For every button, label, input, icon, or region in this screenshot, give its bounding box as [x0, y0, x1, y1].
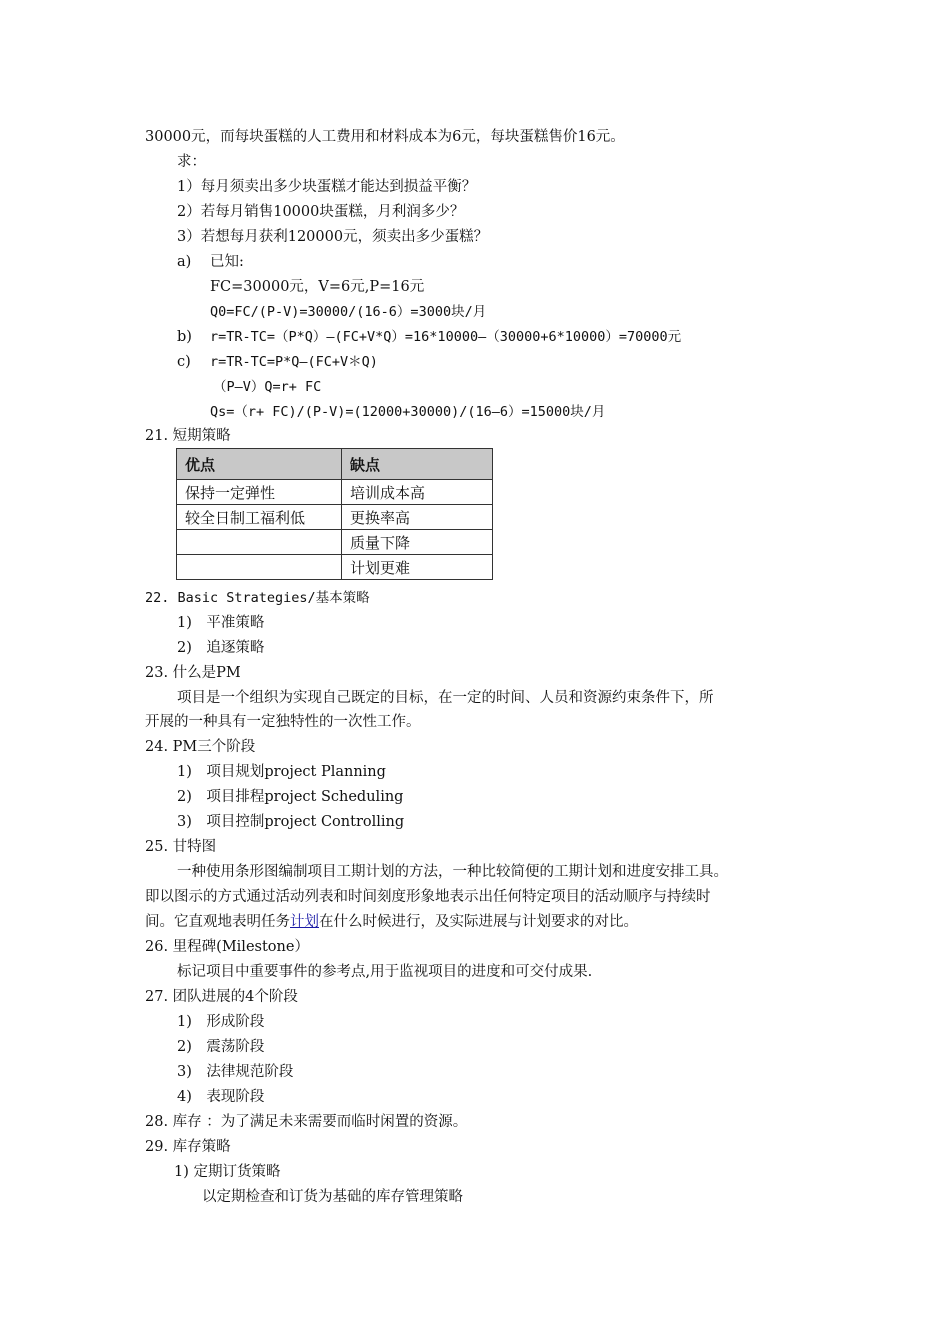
table-cell: [177, 530, 342, 555]
answer-c-formula: r=TR-TC=P*Q—(FC+V＊Q): [210, 354, 378, 370]
table-header-cell: 缺点: [342, 449, 493, 480]
answer-b-marker: b): [177, 329, 192, 345]
list-item: 3) 法律规范阶段: [177, 1064, 294, 1080]
section-29-heading: 29. 库存策略: [145, 1139, 231, 1155]
list-item: 2) 追逐策略: [177, 640, 265, 656]
table-row: [177, 505, 493, 530]
table-cell: [177, 555, 342, 580]
table-row: [177, 530, 493, 555]
answer-c-formula: Qs=（r+ FC)/(P-V)=(12000+30000)/(16—6）=15000块/月: [210, 404, 606, 420]
table-row: [177, 555, 493, 580]
paragraph-text: 在什么时候进行，及实际进展与计划要求的对比。: [319, 914, 638, 930]
answer-a-formula: Q0=FC/(P-V)=30000/(16-6）=3000块/月: [210, 304, 487, 320]
paragraph-line: 项目是一个组织为实现自己既定的目标，在一定的时间、人员和资源约束条件下，所: [177, 690, 714, 706]
strategy-table: [176, 448, 493, 580]
question-label: 求：: [177, 154, 206, 170]
answer-a-title: 已知:: [210, 254, 244, 270]
list-item: 1) 形成阶段: [177, 1014, 265, 1030]
list-item: 4) 表现阶段: [177, 1089, 265, 1105]
question-item: 3）若想每月获利120000元，须卖出多少蛋糕？: [177, 229, 489, 245]
paragraph-line: 以定期检查和订货为基础的库存管理策略: [202, 1189, 463, 1205]
table-cell: 计划更难: [342, 555, 493, 580]
list-item: 2) 震荡阶段: [177, 1039, 265, 1055]
section-24-heading: 24. PM三个阶段: [145, 739, 256, 755]
paragraph-text: 间。它直观地表明任务: [145, 914, 290, 930]
table-row: [177, 480, 493, 505]
paragraph-line: [145, 912, 638, 932]
intro-line: 30000元，而每块蛋糕的人工费用和材料成本为6元，每块蛋糕售价16元。: [145, 129, 625, 145]
section-26-heading: 26. 里程碑(Milestone）: [145, 939, 309, 955]
answer-c-marker: c): [177, 354, 191, 370]
section-28-heading: 28. 库存 ：为了满足未来需要而临时闲置的资源。: [145, 1114, 468, 1130]
list-item: 1) 项目规划project Planning: [177, 764, 386, 780]
table-cell: 保持一定弹性: [177, 480, 342, 505]
table-header-row: [177, 449, 493, 480]
list-item: 1) 定期订货策略: [174, 1164, 281, 1180]
question-item: 1）每月须卖出多少块蛋糕才能达到损益平衡？: [177, 179, 477, 195]
table-cell: 培训成本高: [342, 480, 493, 505]
plan-link[interactable]: 计划: [290, 914, 319, 930]
answer-c-formula: （P—V）Q=r+ FC: [213, 379, 322, 395]
section-21-heading: 21. 短期策略: [145, 428, 231, 444]
list-item: 2) 项目排程project Scheduling: [177, 789, 404, 805]
section-25-heading: 25. 甘特图: [145, 839, 217, 855]
list-item: 3) 项目控制project Controlling: [177, 814, 405, 830]
paragraph-line: 开展的一种具有一定独特性的一次性工作。: [145, 714, 421, 730]
list-item: 1) 平准策略: [177, 615, 265, 631]
section-22-heading: 22. Basic Strategies/基本策略: [145, 590, 370, 606]
section-23-heading: 23. 什么是PM: [145, 665, 241, 681]
answer-a-line: FC=30000元，V=6元,P=16元: [210, 279, 425, 295]
paragraph-line: 即以图示的方式通过活动列表和时间刻度形象地表示出任何特定项目的活动顺序与持续时: [145, 889, 711, 905]
section-27-heading: 27. 团队进展的4个阶段: [145, 989, 298, 1005]
answer-b-formula: r=TR-TC=（P*Q）—(FC+V*Q）=16*10000—（30000+6*10000）=70000元: [210, 329, 682, 345]
paragraph-line: 标记项目中重要事件的参考点,用于监视项目的进度和可交付成果.: [177, 964, 593, 980]
question-item: 2）若每月销售10000块蛋糕，月利润多少？: [177, 204, 465, 220]
answer-a-marker: a): [177, 254, 192, 270]
table-header-cell: 优点: [177, 449, 342, 480]
table-cell: 质量下降: [342, 530, 493, 555]
paragraph-line: 一种使用条形图编制项目工期计划的方法，一种比较简便的工期计划和进度安排工具。: [177, 864, 728, 880]
table-cell: 更换率高: [342, 505, 493, 530]
table-cell: 较全日制工福利低: [177, 505, 342, 530]
